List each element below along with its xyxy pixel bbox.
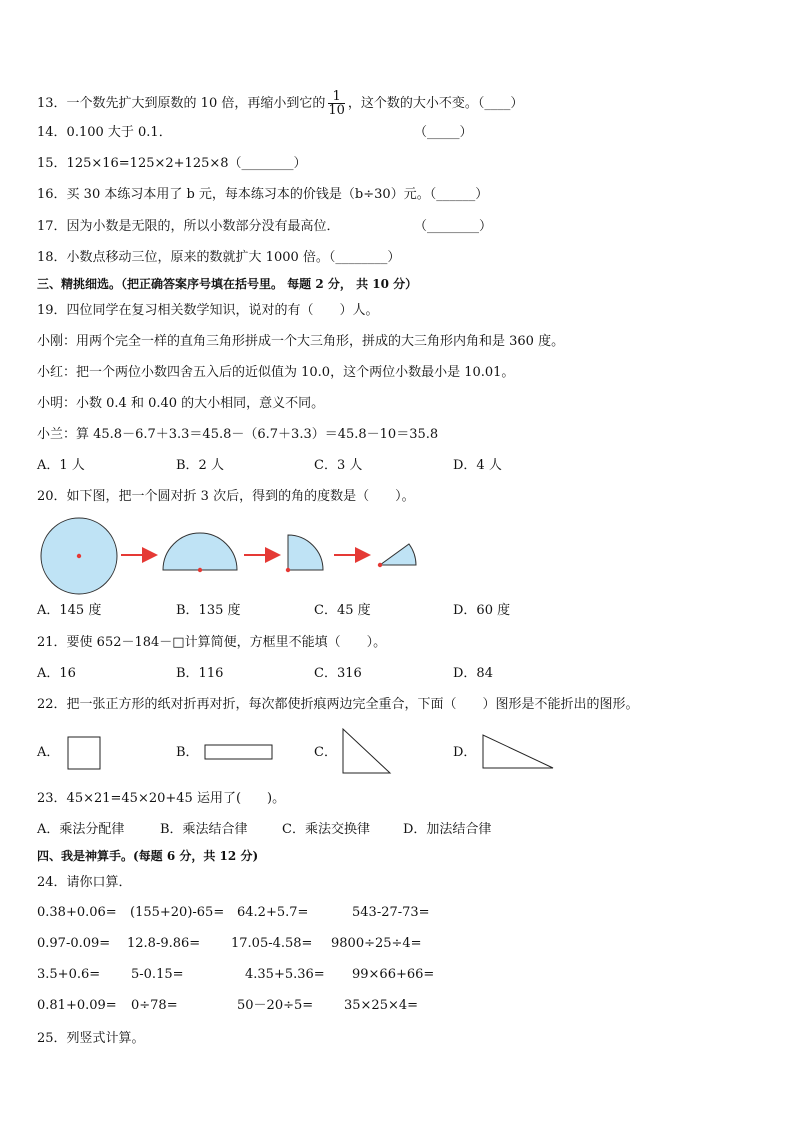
- q19-xiaohong: 小红：把一个两位小数四舍五入后的近似值为 10.0，这个两位小数最小是 10.01。: [37, 365, 515, 380]
- q19-xiaoming: 小明：小数 0.4 和 0.40 的大小相同，意义不同。: [37, 396, 325, 411]
- square-shape: [68, 737, 100, 769]
- q22-option-c-label[interactable]: C．: [314, 745, 337, 760]
- q13-frac-denominator: 10: [328, 103, 345, 118]
- calc-item: 35×25×4=: [344, 998, 419, 1013]
- calc-item: 5-0.15=: [131, 967, 184, 982]
- question-17: 17．因为小数是无限的，所以小数部分没有最高位．: [37, 219, 340, 234]
- q23-option-b[interactable]: B．乘法结合律: [160, 822, 248, 837]
- calc-item: 50－20÷5=: [237, 998, 314, 1013]
- section-3-heading: 三、精挑细选。（把正确答案序号填在括号里。 每题 2 分， 共 10 分）: [37, 277, 418, 291]
- q19-option-d[interactable]: D．4 人: [453, 458, 502, 473]
- q17-answer-blank[interactable]: （________）: [414, 219, 493, 234]
- calc-item: (155+20)-65=: [130, 905, 225, 920]
- question-14: 14．0.100 大于 0.1．: [37, 125, 172, 140]
- question-25-stem: 25．列竖式计算。: [37, 1031, 145, 1046]
- calc-item: 543-27-73=: [352, 905, 430, 920]
- q19-xiaogang: 小刚：用两个完全一样的直角三角形拼成一个大三角形，拼成的大三角形内角和是 360 度。: [37, 334, 565, 349]
- long-triangle-shape: [483, 735, 553, 768]
- calc-item: 0.38+0.06=: [37, 905, 117, 920]
- question-21-stem: 21．要使 652－184－□计算简便，方框里不能填（ ）。: [37, 635, 387, 650]
- q13-text-before: 13．一个数先扩大到原数的 10 倍，再缩小到它的: [37, 96, 326, 111]
- question-20-stem: 20．如下图，把一个圆对折 3 次后，得到的角的度数是（ ）。: [37, 489, 415, 504]
- q14-answer-blank[interactable]: （_____）: [414, 125, 473, 140]
- q20-option-d[interactable]: D．60 度: [453, 603, 511, 618]
- q21-option-d[interactable]: D．84: [453, 666, 493, 681]
- question-18: 18．小数点移动三位，原来的数就扩大 1000 倍。（________）: [37, 250, 401, 265]
- calc-item: 0.97-0.09=: [37, 936, 111, 951]
- q19-option-b[interactable]: B．2 人: [176, 458, 224, 473]
- calc-item: 4.35+5.36=: [245, 967, 325, 982]
- q20-option-a[interactable]: A．145 度: [37, 603, 102, 618]
- q23-option-a[interactable]: A．乘法分配律: [37, 822, 125, 837]
- question-19-stem: 19．四位同学在复习相关数学知识，说对的有（ ）人。: [37, 303, 379, 318]
- q21-option-c[interactable]: C．316: [314, 666, 362, 681]
- question-23-stem: 23．45×21=45×20+45 运用了( )。: [37, 791, 286, 806]
- q23-option-d[interactable]: D．加法结合律: [403, 822, 492, 837]
- calc-item: 17.05-4.58=: [231, 936, 313, 951]
- q19-option-a[interactable]: A．1 人: [37, 458, 85, 473]
- q21-option-b[interactable]: B．116: [176, 666, 224, 681]
- q22-option-a-label[interactable]: A．: [37, 745, 60, 760]
- calc-item: 99×66+66=: [352, 967, 435, 982]
- q19-option-c[interactable]: C．3 人: [314, 458, 363, 473]
- calc-item: 0÷78=: [131, 998, 178, 1013]
- rectangle-shape: [205, 745, 272, 759]
- q23-option-c[interactable]: C．乘法交换律: [282, 822, 370, 837]
- q22-option-d-label[interactable]: D．: [453, 745, 477, 760]
- section-4-heading: 四、我是神算手。(每题 6 分，共 12 分): [37, 849, 259, 863]
- question-22-stem: 22．把一张正方形的纸对折再对折，每次都使折痕两边完全重合，下面（ ）图形是不能折出的图形。: [37, 697, 639, 712]
- q20-option-b[interactable]: B．135 度: [176, 603, 241, 618]
- calc-item: 64.2+5.7=: [237, 905, 309, 920]
- q13-frac-numerator: 1: [328, 90, 345, 104]
- q21-option-a[interactable]: A．16: [37, 666, 76, 681]
- calc-item: 12.8-9.86=: [127, 936, 201, 951]
- right-triangle-shape: [343, 729, 390, 773]
- q22-option-b-label[interactable]: B．: [176, 745, 199, 760]
- question-16: 16．买 30 本练习本用了 b 元，每本练习本的价钱是（b÷30）元。（______）: [37, 187, 489, 202]
- q19-xiaolan: 小兰：算 45.8－6.7＋3.3＝45.8－（6.7＋3.3）＝45.8－10＝35.8: [37, 427, 439, 442]
- question-15: 15．125×16=125×2+125×8（________）: [37, 156, 307, 171]
- calc-item: 9800÷25÷4=: [331, 936, 422, 951]
- q13-text-after: ，这个数的大小不变。（____）: [347, 96, 524, 111]
- calc-item: 3.5+0.6=: [37, 967, 101, 982]
- question-24-stem: 24．请你口算．: [37, 875, 132, 890]
- calc-item: 0.81+0.09=: [37, 998, 117, 1013]
- q20-option-c[interactable]: C．45 度: [314, 603, 371, 618]
